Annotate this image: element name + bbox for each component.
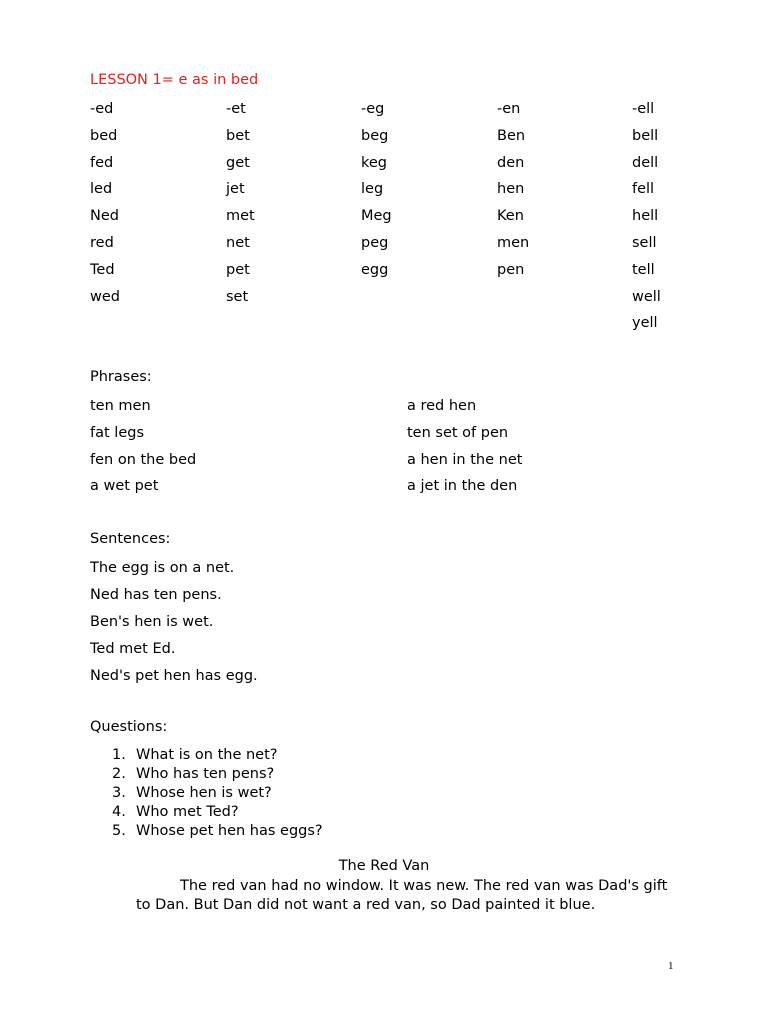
word-cell: bed: [90, 127, 118, 144]
word-cell: red: [90, 234, 114, 251]
word-cell: wed: [90, 288, 120, 305]
word-family-header: -eg: [361, 101, 385, 117]
word-cell: sell: [632, 234, 657, 251]
phrase-item: fen on the bed: [90, 451, 197, 468]
sentence-item: Ned's pet hen has egg.: [90, 668, 258, 684]
word-cell: dell: [632, 154, 659, 171]
word-family-column-et: [226, 99, 346, 313]
word-family-header: -ed: [90, 101, 114, 117]
word-cell: yell: [632, 315, 658, 332]
word-cell: Ted: [90, 261, 115, 278]
phrase-item: ten men: [90, 398, 151, 414]
word-family-header: -en: [497, 101, 521, 117]
question-number: 5.: [112, 823, 126, 839]
question-number: 3.: [112, 785, 126, 801]
word-cell: tell: [632, 261, 655, 278]
sentence-item: Ted met Ed.: [90, 641, 176, 657]
word-cell: Ken: [497, 208, 524, 225]
word-family-column-ell: [632, 99, 752, 340]
word-cell: egg: [361, 261, 389, 278]
sentence-item: Ben's hen is wet.: [90, 614, 214, 630]
word-cell: beg: [361, 127, 389, 144]
word-cell: pen: [497, 261, 525, 278]
question-text: What is on the net?: [136, 747, 278, 763]
phrase-item: a jet in the den: [407, 478, 518, 495]
word-cell: leg: [361, 181, 384, 198]
word-cell: jet: [226, 181, 245, 198]
word-family-column-eg: [361, 99, 481, 287]
word-cell: keg: [361, 154, 388, 171]
question-number: 2.: [112, 766, 126, 782]
sentence-item: Ned has ten pens.: [90, 587, 222, 603]
question-item: [112, 765, 323, 784]
word-cell: net: [226, 234, 250, 251]
phrase-item: ten set of pen: [407, 424, 509, 441]
word-cell: Ned: [90, 208, 119, 225]
phrase-item: a wet pet: [90, 478, 159, 495]
page-number: 1: [668, 960, 674, 972]
phrase-item: a red hen: [407, 398, 477, 414]
word-cell: fed: [90, 154, 114, 171]
word-cell: hell: [632, 208, 659, 225]
question-text: Whose pet hen has eggs?: [136, 823, 323, 839]
questions-list: [112, 746, 323, 841]
word-cell: fell: [632, 181, 655, 198]
phrase-item: a hen in the net: [407, 451, 523, 468]
word-cell: led: [90, 181, 113, 198]
word-cell: pet: [226, 261, 250, 278]
lesson-title: LESSON 1= e as in bed: [90, 72, 259, 88]
question-item: [112, 803, 323, 822]
question-text: Who has ten pens?: [136, 766, 275, 782]
word-cell: met: [226, 208, 255, 225]
questions-heading: Questions:: [90, 719, 168, 735]
word-cell: bell: [632, 127, 659, 144]
word-cell: set: [226, 288, 249, 305]
word-cell: hen: [497, 181, 525, 198]
word-cell: men: [497, 234, 530, 251]
word-cell: bet: [226, 127, 250, 144]
sentence-item: The egg is on a net.: [90, 560, 235, 576]
phrase-item: fat legs: [90, 424, 144, 441]
question-text: Whose hen is wet?: [136, 785, 272, 801]
question-item: [112, 822, 323, 841]
word-cell: Meg: [361, 208, 392, 225]
phrases-left-column: [90, 396, 196, 503]
story-title: The Red Van: [338, 858, 430, 874]
question-number: 1.: [112, 747, 126, 763]
sentences-heading: Sentences:: [90, 531, 171, 547]
word-family-header: -ell: [632, 101, 655, 117]
phrases-right-column: [407, 396, 522, 503]
sentences-list: [90, 558, 258, 693]
word-cell: peg: [361, 234, 389, 251]
word-family-column-ed: [90, 99, 210, 313]
word-cell: well: [632, 288, 661, 305]
word-family-header: -et: [226, 101, 246, 117]
word-family-column-en: [497, 99, 617, 287]
question-item: [112, 746, 323, 765]
question-item: [112, 784, 323, 803]
word-cell: den: [497, 154, 525, 171]
question-number: 4.: [112, 804, 126, 820]
word-cell: Ben: [497, 127, 526, 144]
phrases-heading: Phrases:: [90, 369, 152, 385]
story-body: The red van had no window. It was new. The red van was Dad's gift to Dan. But Dan did not want a red van, so Dad painted it blue.: [136, 878, 668, 914]
word-cell: get: [226, 154, 250, 171]
question-text: Who met Ted?: [136, 804, 239, 820]
